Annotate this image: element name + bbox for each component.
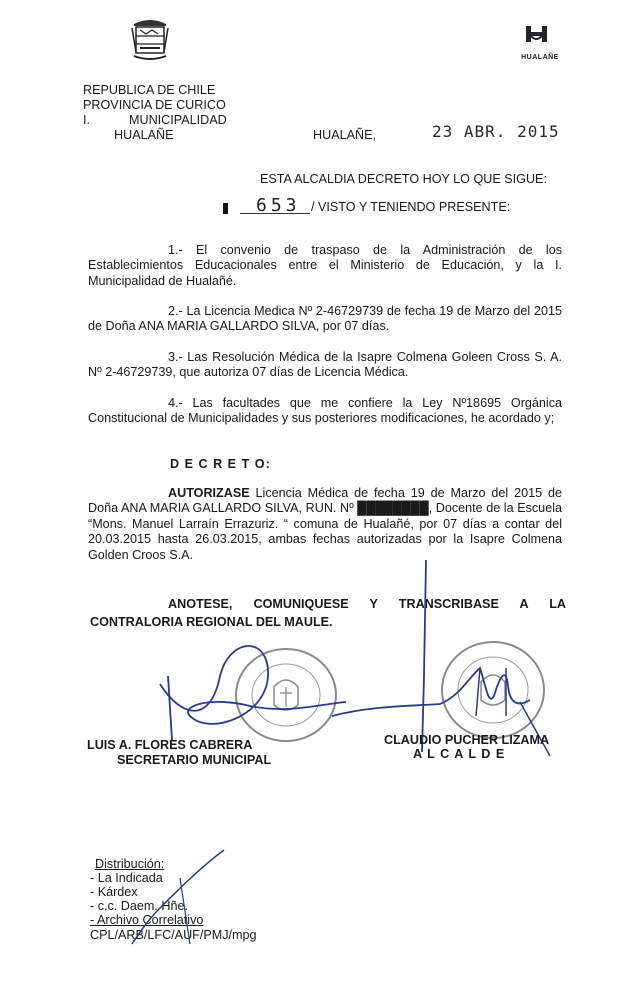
margin-mark [223, 203, 228, 214]
distribution-item-4: - Archivo Correlativo [90, 913, 204, 927]
place-name: HUALAÑE, [313, 128, 376, 142]
closing-line-1: ANOTESE, COMUNIQUESE Y TRANSCRIBASE A LA [168, 597, 566, 611]
autorizase-text: Licencia Médica de fecha 19 de Marzo del 2015 de Doña ANA MARIA GALLARDO SILVA, RUN. Nº ████████, Docente de la Escuela “Mons. Manuel Larraín Errazuriz. “ comuna de Hualañé, por 07 días a contar del 20.03.2015 hasta 26.03.2015, ambas fechas autorizadas por la Isapre Colmena Golden Croos S.A. [88, 486, 562, 562]
distribution-title: Distribución: [95, 857, 165, 871]
distribution-item-3: - c.c. Daem. Hñe. [90, 899, 188, 913]
paragraph-4: 4.- Las facultades que me confiere la Ley Nº18695 Orgánica Constitucional de Municipalidades y sus posteriores modificaciones, he acordado y; [88, 396, 562, 426]
paragraph-3: 3.- Las Resolución Médica de la Isapre Colmena Goleen Cross S. A. Nº 2-46729739, que autoriza 07 días de Licencia Médica. [88, 350, 562, 380]
visto-line: / VISTO Y TENIENDO PRESENTE: [311, 200, 511, 214]
intro-line: ESTA ALCALDIA DECRETO HOY LO QUE SIGUE: [260, 172, 547, 186]
date-stamp: 23 ABR. 2015 [432, 122, 560, 141]
coat-of-arms-logo [128, 16, 172, 62]
header-republica: REPUBLICA DE CHILE [83, 83, 216, 97]
distribution-item-1: - La Indicada [90, 871, 163, 885]
distribution-item-2: - Kárdex [90, 885, 138, 899]
header-provincia: PROVINCIA DE CURICO [83, 98, 226, 112]
hualane-logo [522, 24, 556, 54]
header-hualane: HUALAÑE [114, 128, 174, 142]
autorizase-paragraph [88, 486, 562, 563]
secretary-title: SECRETARIO MUNICIPAL [117, 753, 272, 767]
header-municipalidad: MUNICIPALIDAD [129, 113, 227, 127]
closing-line-2: CONTRALORIA REGIONAL DEL MAULE. [90, 615, 333, 629]
decree-number: 653 [256, 195, 301, 216]
autorizase-keyword: AUTORIZASE [168, 486, 250, 500]
hualane-logo-text: HUALAÑE [521, 54, 559, 61]
distribution-initials: CPL/ARB/LFC/AUF/PMJ/mpg [90, 928, 257, 942]
paragraph-1: 1.- El convenio de traspaso de la Administración de los Establecimientos Educacionales entre el Ministerio de Educación, y la I. Municipalidad de Hualañé. [88, 243, 562, 288]
distribution-initial-mark [120, 848, 230, 948]
mayor-title: A L C A L D E [413, 747, 506, 761]
paragraph-2: 2.- La Licencia Medica Nº 2-46729739 de fecha 19 de Marzo del 2015 de Doña ANA MARIA GALLARDO SILVA, por 07 días. [88, 304, 562, 334]
secretary-signature [150, 636, 350, 746]
header-i: I. [83, 113, 90, 127]
secretary-name: LUIS A. FLORES CABRERA [87, 738, 253, 752]
decreto-heading: D E C R E T O: [170, 457, 271, 471]
decree-number-underline [240, 213, 310, 214]
mayor-signature [330, 556, 560, 756]
mayor-name: CLAUDIO PUCHER LIZAMA [384, 733, 550, 747]
